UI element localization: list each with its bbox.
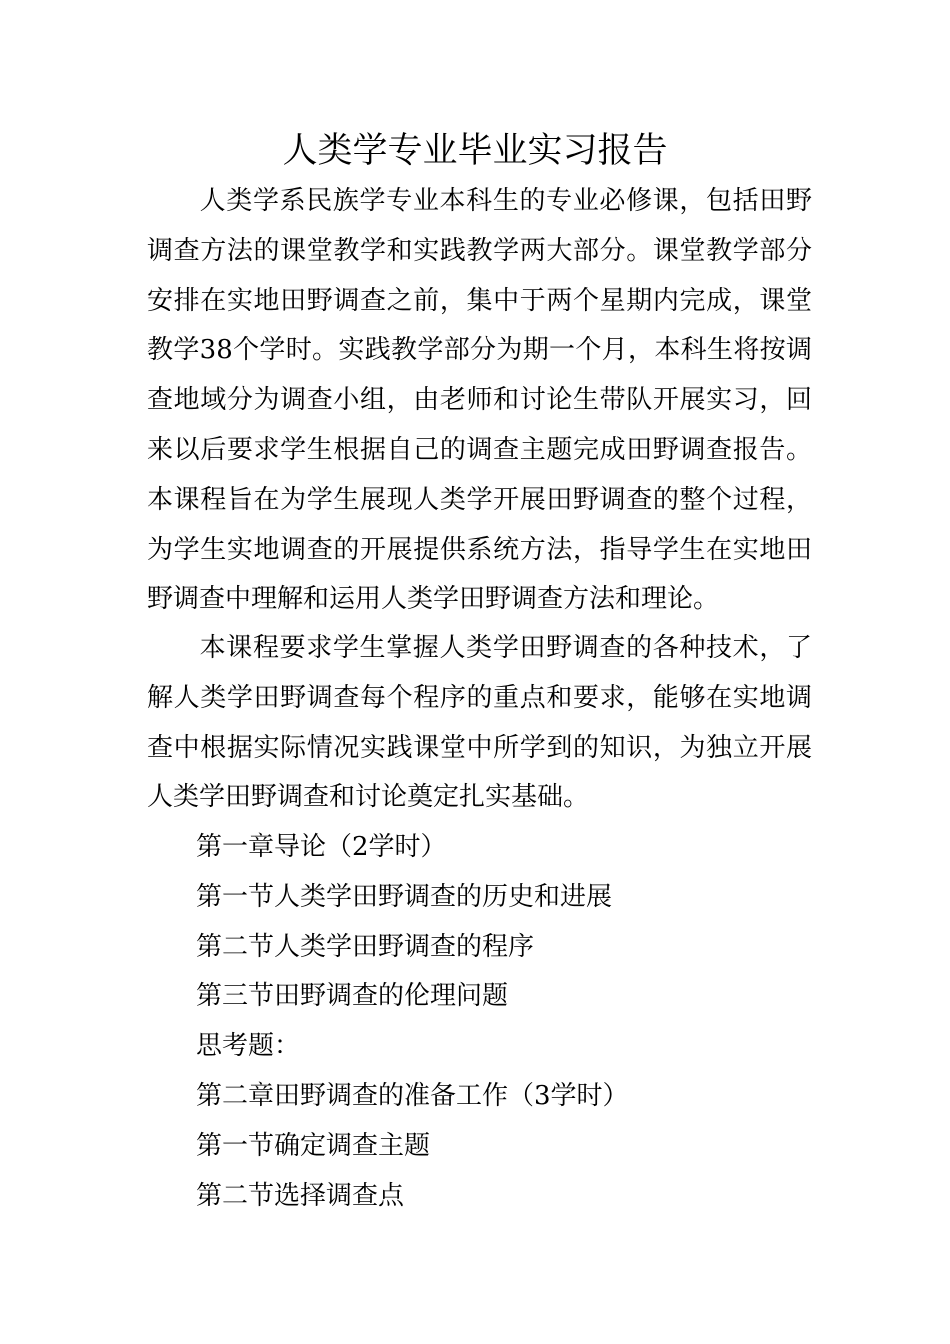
outline-item: 第一章导论（2学时） bbox=[196, 832, 447, 862]
outline-item: 第二节人类学田野调查的程序 bbox=[196, 931, 535, 962]
intro-paragraph-text: 人类学系民族学专业本科生的专业必修课，包括田野调查方法的课堂教学和实践教学两大部分。课堂教学部分安排在实地田野调查之前，集中于两个星期内完成，课堂教学38个学时。实践教学部分为期一个月，本科生将按调查地域分为调查小组，由老师和讨论生带队开展实习，回来以后要求学生根据自己的调查主题完成田野调查报告。本课程旨在为学生展现人类学开展田野调查的整个过程，为学生实地调查的开展提供系统方法，指导学生在实地田野调查中理解和运用人类学田野调查方法和理论。 bbox=[147, 186, 812, 615]
outline-item: 第二节选择调查点 bbox=[196, 1180, 405, 1211]
outline-item: 第一节人类学田野调查的历史和进展 bbox=[196, 881, 613, 912]
course-outline bbox=[196, 823, 816, 1221]
requirements-paragraph-text: 本课程要求学生掌握人类学田野调查的各种技术，了解人类学田野调查每个程序的重点和要求，能够在实地调查中根据实际情况实践课堂中所学到的知识，为独立开展人类学田野调查和讨论奠定扎实基础。 bbox=[147, 633, 812, 813]
page-title: 人类学专业毕业实习报告 bbox=[282, 131, 668, 171]
intro-paragraph bbox=[147, 177, 812, 625]
outline-item: 第一节确定调查主题 bbox=[196, 1130, 431, 1161]
outline-item: 第二章田野调查的准备工作（3学时） bbox=[196, 1080, 629, 1111]
requirements-paragraph bbox=[147, 624, 812, 823]
outline-item: 第三节田野调查的伦理问题 bbox=[196, 981, 509, 1012]
outline-item: 思考题： bbox=[196, 1031, 301, 1062]
